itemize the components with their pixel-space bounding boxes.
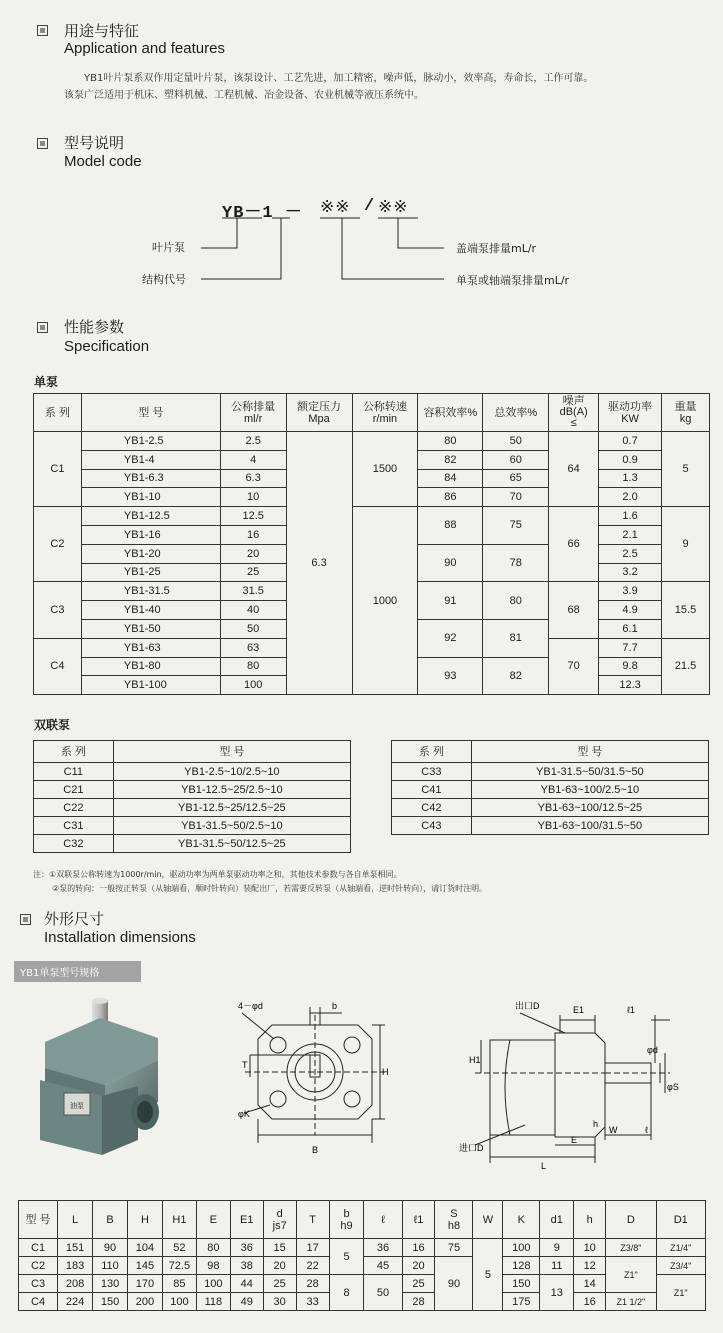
dim-cell: Z3/4" xyxy=(656,1257,705,1275)
dim-cell: 20 xyxy=(263,1257,296,1275)
dim-cell: 11 xyxy=(540,1257,574,1275)
col-header: S h8 xyxy=(435,1201,473,1239)
dim-s: φS xyxy=(667,1082,679,1092)
power-cell: 3.9 xyxy=(599,582,662,601)
col-header: D xyxy=(606,1201,656,1239)
dim-cell: C4 xyxy=(19,1293,58,1311)
power-cell: 7.7 xyxy=(599,638,662,657)
label-cover-displacement: 盖端泵排量mL/r xyxy=(456,242,537,255)
dim-cell: 52 xyxy=(162,1239,196,1257)
col-header: H1 xyxy=(162,1201,196,1239)
dim-l: ℓ xyxy=(645,1125,648,1135)
vol-eff-cell: 80 xyxy=(418,432,483,451)
dim-cell: 9 xyxy=(540,1239,574,1257)
model-cell: YB1-63 xyxy=(81,638,220,657)
col-header: E xyxy=(196,1201,230,1239)
power-cell: 9.8 xyxy=(599,657,662,676)
intro-paragraph-1: YB1叶片泵系双作用定量叶片泵，该泵设计、工艺先进，加工精密，噪声低，脉动小，效率高，寿命长，工作可靠。 xyxy=(84,73,594,84)
series-cell: C42 xyxy=(392,799,472,817)
dim-l1: ℓ1 xyxy=(627,1005,635,1015)
col-header: 重量 kg xyxy=(662,394,710,432)
col-header: W xyxy=(473,1201,503,1239)
double-pump-title: 双联泵 xyxy=(34,718,71,732)
section-title-en: Model code xyxy=(64,153,142,170)
dim-cell: Z1" xyxy=(606,1257,656,1293)
dim-cell: 17 xyxy=(296,1239,329,1257)
model-code-end: ※※ xyxy=(378,199,409,218)
dim-cell: 36 xyxy=(230,1239,263,1257)
model-code-leader-lines xyxy=(0,215,723,295)
model-cell: YB1-63~100/2.5~10 xyxy=(471,781,708,799)
series-cell: C1 xyxy=(34,432,82,507)
model-cell: YB1-63~100/31.5~50 xyxy=(471,817,708,835)
col-header: 系 列 xyxy=(34,394,82,432)
dim-cell: 25 xyxy=(263,1275,296,1293)
dim-outlet: 出口D xyxy=(515,1001,540,1011)
displacement-cell: 2.5 xyxy=(220,432,286,451)
section-bullet xyxy=(20,914,31,925)
dim-cell: C1 xyxy=(19,1239,58,1257)
displacement-cell: 20 xyxy=(220,544,286,563)
model-cell: YB1-50 xyxy=(81,619,220,638)
dim-cell: 224 xyxy=(58,1293,93,1311)
weight-cell: 21.5 xyxy=(662,638,710,694)
dim-cell: 72.5 xyxy=(162,1257,196,1275)
power-cell: 6.1 xyxy=(599,619,662,638)
col-header: 型 号 xyxy=(113,741,350,763)
double-pump-table-left xyxy=(33,740,351,853)
col-header: H xyxy=(127,1201,162,1239)
dim-cell: 30 xyxy=(263,1293,296,1311)
pump-product-image xyxy=(20,990,170,1170)
section-bullet xyxy=(37,138,48,149)
section-title-zh: 型号说明 xyxy=(64,134,125,152)
dim-b-width: B xyxy=(312,1145,319,1155)
col-header: 系 列 xyxy=(34,741,114,763)
dim-cell: 208 xyxy=(58,1275,93,1293)
dim-cell: 183 xyxy=(58,1257,93,1275)
vol-eff-cell: 90 xyxy=(418,544,483,582)
dim-cell: 150 xyxy=(93,1293,128,1311)
section-title-zh: 外形尺寸 xyxy=(44,910,105,928)
dimension-table xyxy=(18,1200,706,1311)
speed-cell: 1000 xyxy=(352,507,418,695)
series-cell: C11 xyxy=(34,763,114,781)
dim-cell: 10 xyxy=(574,1239,606,1257)
power-cell: 3.2 xyxy=(599,563,662,582)
model-cell: YB1-4 xyxy=(81,450,220,469)
dim-cell: 33 xyxy=(296,1293,329,1311)
dim-cell: 98 xyxy=(196,1257,230,1275)
note-2: ②泵的转向：一般按正转泵（从轴端看，顺时针转向）装配出厂，若需要反转泵（从轴端看，逆时针转向），请订货时注明。 xyxy=(52,884,488,893)
model-cell: YB1-40 xyxy=(81,601,220,620)
dim-cell: 104 xyxy=(127,1239,162,1257)
col-header: 噪声 dB(A) ≤ xyxy=(549,394,599,432)
tot-eff-cell: 65 xyxy=(483,469,549,488)
dim-cell: Z1" xyxy=(656,1275,705,1311)
dim-cell: 49 xyxy=(230,1293,263,1311)
dim-cell: 5 xyxy=(329,1239,364,1275)
dim-cell: 22 xyxy=(296,1257,329,1275)
model-cell: YB1-31.5 xyxy=(81,582,220,601)
dim-cell: 20 xyxy=(402,1257,435,1275)
displacement-cell: 25 xyxy=(220,563,286,582)
dim-cell: 100 xyxy=(503,1239,540,1257)
dim-cell: 16 xyxy=(574,1293,606,1311)
dim-cell: 170 xyxy=(127,1275,162,1293)
tot-eff-cell: 80 xyxy=(483,582,549,620)
dim-e1: E1 xyxy=(573,1005,585,1015)
dim-cell: 16 xyxy=(402,1239,435,1257)
dim-cell: 36 xyxy=(364,1239,402,1257)
col-header: 型 号 xyxy=(19,1201,58,1239)
col-header: B xyxy=(93,1201,128,1239)
section-title-zh: 性能参数 xyxy=(64,318,125,336)
vol-eff-cell: 82 xyxy=(418,450,483,469)
model-cell: YB1-2.5~10/2.5~10 xyxy=(113,763,350,781)
dim-cell: 150 xyxy=(503,1275,540,1293)
front-view-drawing xyxy=(230,995,400,1175)
dim-h-small: h xyxy=(593,1119,599,1129)
model-cell: YB1-12.5~25/2.5~10 xyxy=(113,781,350,799)
vol-eff-cell: 84 xyxy=(418,469,483,488)
col-header: b h9 xyxy=(329,1201,364,1239)
power-cell: 2.0 xyxy=(599,488,662,507)
dim-holes: 4－φd xyxy=(238,1001,263,1011)
col-header: 型 号 xyxy=(471,741,708,763)
model-cell: YB1-16 xyxy=(81,525,220,544)
col-header: h xyxy=(574,1201,606,1239)
intro-paragraph-2: 该泵广泛适用于机床、塑料机械、工程机械、冶金设备、农业机械等液压系统中。 xyxy=(64,90,424,101)
dim-cell: 15 xyxy=(263,1239,296,1257)
vol-eff-cell: 92 xyxy=(418,619,483,657)
displacement-cell: 12.5 xyxy=(220,507,286,526)
double-pump-table-right xyxy=(391,740,709,835)
single-pump-title: 单泵 xyxy=(34,375,59,389)
tot-eff-cell: 70 xyxy=(483,488,549,507)
model-cell: YB1-12.5~25/12.5~25 xyxy=(113,799,350,817)
model-cell: YB1-25 xyxy=(81,563,220,582)
label-structure-code: 结构代号 xyxy=(142,273,186,286)
dim-w: W xyxy=(609,1125,618,1135)
tot-eff-cell: 82 xyxy=(483,657,549,695)
col-header: 驱动功率 KW xyxy=(599,394,662,432)
col-header: ℓ1 xyxy=(402,1201,435,1239)
power-cell: 12.3 xyxy=(599,676,662,695)
dim-cell: 175 xyxy=(503,1293,540,1311)
displacement-cell: 100 xyxy=(220,676,286,695)
dim-cell: Z1 1/2" xyxy=(606,1293,656,1311)
dim-cell: C3 xyxy=(19,1275,58,1293)
displacement-cell: 40 xyxy=(220,601,286,620)
dim-cell: 13 xyxy=(540,1275,574,1311)
dim-cell: 85 xyxy=(162,1275,196,1293)
displacement-cell: 80 xyxy=(220,657,286,676)
dim-t: T xyxy=(242,1060,248,1070)
vol-eff-cell: 88 xyxy=(418,507,483,545)
weight-cell: 15.5 xyxy=(662,582,710,638)
col-header: 公称排量 ml/r xyxy=(220,394,286,432)
power-cell: 0.9 xyxy=(599,450,662,469)
col-header: d1 xyxy=(540,1201,574,1239)
single-pump-table xyxy=(33,393,710,695)
tot-eff-cell: 50 xyxy=(483,432,549,451)
section-bullet xyxy=(37,25,48,36)
power-cell: 1.6 xyxy=(599,507,662,526)
displacement-cell: 63 xyxy=(220,638,286,657)
section-bullet xyxy=(37,322,48,333)
series-cell: C41 xyxy=(392,781,472,799)
power-cell: 4.9 xyxy=(599,601,662,620)
model-cell: YB1-31.5~50/31.5~50 xyxy=(471,763,708,781)
dim-cell: 90 xyxy=(435,1257,473,1311)
series-cell: C2 xyxy=(34,507,82,582)
model-cell: YB1-63~100/12.5~25 xyxy=(471,799,708,817)
model-cell: YB1-10 xyxy=(81,488,220,507)
dim-cell: Z1/4" xyxy=(656,1239,705,1257)
vol-eff-cell: 91 xyxy=(418,582,483,620)
series-cell: C31 xyxy=(34,817,114,835)
power-cell: 1.3 xyxy=(599,469,662,488)
col-header: 系 列 xyxy=(392,741,472,763)
series-cell: C43 xyxy=(392,817,472,835)
col-header: d js7 xyxy=(263,1201,296,1239)
pressure-cell: 6.3 xyxy=(286,432,352,695)
dim-cell: 50 xyxy=(364,1275,402,1311)
col-header: D1 xyxy=(656,1201,705,1239)
col-header: 型 号 xyxy=(81,394,220,432)
model-cell: YB1-20 xyxy=(81,544,220,563)
series-cell: C3 xyxy=(34,582,82,638)
col-header: E1 xyxy=(230,1201,263,1239)
series-cell: C32 xyxy=(34,835,114,853)
vol-eff-cell: 86 xyxy=(418,488,483,507)
power-cell: 2.5 xyxy=(599,544,662,563)
dim-cell: 5 xyxy=(473,1239,503,1311)
model-cell: YB1-12.5 xyxy=(81,507,220,526)
tot-eff-cell: 78 xyxy=(483,544,549,582)
tot-eff-cell: 60 xyxy=(483,450,549,469)
note-1: 注：①双联泵公称转速为1000r/min，驱动功率为两单泵驱动功率之和，其他技术参数与各自单泵相同。 xyxy=(33,870,402,879)
col-header: 容积效率% xyxy=(418,394,483,432)
col-header: T xyxy=(296,1201,329,1239)
section-title-en: Installation dimensions xyxy=(44,929,196,946)
label-vane-pump: 叶片泵 xyxy=(152,241,185,254)
series-cell: C33 xyxy=(392,763,472,781)
speed-cell: 1500 xyxy=(352,432,418,507)
dim-inlet: 进口D xyxy=(459,1143,484,1153)
dim-cell: 100 xyxy=(196,1275,230,1293)
displacement-cell: 16 xyxy=(220,525,286,544)
dim-cell: 75 xyxy=(435,1239,473,1257)
dim-cell: 14 xyxy=(574,1275,606,1293)
dim-cell: 25 xyxy=(402,1275,435,1293)
power-cell: 2.1 xyxy=(599,525,662,544)
displacement-cell: 31.5 xyxy=(220,582,286,601)
dim-h1: H1 xyxy=(469,1055,481,1065)
noise-cell: 68 xyxy=(549,582,599,638)
dim-cell: 110 xyxy=(93,1257,128,1275)
dim-cell: 100 xyxy=(162,1293,196,1311)
dim-cell: 128 xyxy=(503,1257,540,1275)
noise-cell: 70 xyxy=(549,638,599,694)
dim-cell: 45 xyxy=(364,1257,402,1275)
series-cell: C22 xyxy=(34,799,114,817)
dim-cell: 118 xyxy=(196,1293,230,1311)
side-view-drawing xyxy=(455,995,685,1175)
col-header: K xyxy=(503,1201,540,1239)
col-header: 额定压力 Mpa xyxy=(286,394,352,432)
model-code-slash: / xyxy=(364,197,376,216)
dim-cell: 145 xyxy=(127,1257,162,1275)
dim-cell: 90 xyxy=(93,1239,128,1257)
weight-cell: 9 xyxy=(662,507,710,582)
tot-eff-cell: 75 xyxy=(483,507,549,545)
model-cell: YB1-100 xyxy=(81,676,220,695)
dim-l-total: L xyxy=(541,1161,547,1171)
noise-cell: 66 xyxy=(549,507,599,582)
model-cell: YB1-31.5~50/2.5~10 xyxy=(113,817,350,835)
dim-k: φK xyxy=(238,1109,250,1119)
dim-cell: Z3/8" xyxy=(606,1239,656,1257)
model-cell: YB1-6.3 xyxy=(81,469,220,488)
dim-cell: 44 xyxy=(230,1275,263,1293)
dim-cell: 200 xyxy=(127,1293,162,1311)
dim-cell: 80 xyxy=(196,1239,230,1257)
displacement-cell: 10 xyxy=(220,488,286,507)
vol-eff-cell: 93 xyxy=(418,657,483,695)
dim-cell: 12 xyxy=(574,1257,606,1275)
tot-eff-cell: 81 xyxy=(483,619,549,657)
model-cell: YB1-2.5 xyxy=(81,432,220,451)
dim-b: b xyxy=(332,1001,338,1011)
col-header: 公称转速 r/min xyxy=(352,394,418,432)
dim-cell: 38 xyxy=(230,1257,263,1275)
dim-cell: 8 xyxy=(329,1275,364,1311)
noise-cell: 64 xyxy=(549,432,599,507)
dim-cell: 130 xyxy=(93,1275,128,1293)
displacement-cell: 6.3 xyxy=(220,469,286,488)
section-title-en: Application and features xyxy=(64,40,225,57)
col-header: ℓ xyxy=(364,1201,402,1239)
model-cell: YB1-31.5~50/12.5~25 xyxy=(113,835,350,853)
col-header: L xyxy=(58,1201,93,1239)
model-code-mid: ※※ xyxy=(320,199,351,218)
dim-cell: 151 xyxy=(58,1239,93,1257)
dim-d: φd xyxy=(647,1045,658,1055)
series-cell: C4 xyxy=(34,638,82,694)
dim-h: H xyxy=(382,1067,389,1077)
power-cell: 0.7 xyxy=(599,432,662,451)
dim-cell: 28 xyxy=(402,1293,435,1311)
dim-e: E xyxy=(571,1135,578,1145)
dim-cell: 28 xyxy=(296,1275,329,1293)
series-cell: C21 xyxy=(34,781,114,799)
model-cell: YB1-80 xyxy=(81,657,220,676)
section-title-en: Specification xyxy=(64,338,150,355)
col-header: 总效率% xyxy=(483,394,549,432)
model-code-prefix: YB－1 － xyxy=(222,204,303,223)
displacement-cell: 4 xyxy=(220,450,286,469)
weight-cell: 5 xyxy=(662,432,710,507)
model-spec-ribbon: YB1单泵型号规格 xyxy=(14,961,141,982)
nameplate-text: 油泵 xyxy=(70,1103,84,1110)
label-shaft-displacement: 单泵或轴端泵排量mL/r xyxy=(456,274,570,287)
section-title-zh: 用途与特征 xyxy=(64,22,140,40)
dim-cell: C2 xyxy=(19,1257,58,1275)
displacement-cell: 50 xyxy=(220,619,286,638)
